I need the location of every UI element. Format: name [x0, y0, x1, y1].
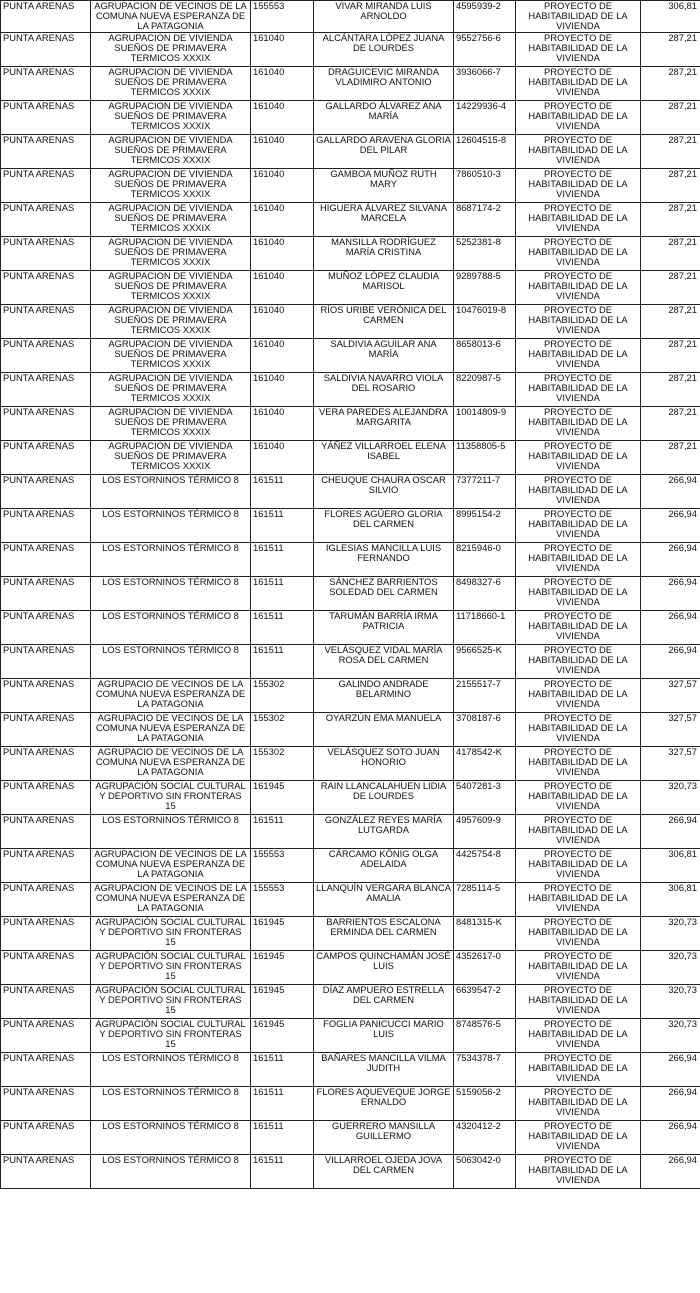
- beneficiary-name-cell: ALCÁNTARA LÓPEZ JUANA DE LOURDES: [314, 32, 454, 66]
- group-name-cell: AGRUPACION DE VIVIENDA SUEÑOS DE PRIMAVERA TERMICOS XXXIX: [91, 202, 251, 236]
- table-row: [1, 1120, 700, 1154]
- code-cell: 161945: [251, 1018, 314, 1052]
- project-type-cell: PROYECTO DE HABITABILIDAD DE LA VIVIENDA: [516, 644, 641, 678]
- beneficiary-name-cell: GALINDO ANDRADE BELARMINO: [314, 678, 454, 712]
- rut-cell: 2155517-7: [454, 678, 516, 712]
- rut-cell: 4320412-2: [454, 1120, 516, 1154]
- group-name-cell: AGRUPACIO DE VECINOS DE LA COMUNA NUEVA ESPERANZA DE LA PATAGONIA: [91, 678, 251, 712]
- beneficiary-name-cell: CAMPOS QUINCHAMÁN JOSÉ LUIS: [314, 950, 454, 984]
- project-type-cell: PROYECTO DE HABITABILIDAD DE LA VIVIENDA: [516, 372, 641, 406]
- project-type-cell: PROYECTO DE HABITABILIDAD DE LA VIVIENDA: [516, 202, 641, 236]
- code-cell: 155302: [251, 746, 314, 780]
- commune-cell: PUNTA ARENAS: [1, 100, 91, 134]
- project-type-cell: PROYECTO DE HABITABILIDAD DE LA VIVIENDA: [516, 236, 641, 270]
- commune-cell: PUNTA ARENAS: [1, 202, 91, 236]
- amount-cell: 287,21: [641, 66, 700, 100]
- table-body: [1, 1, 700, 1189]
- amount-cell: 287,21: [641, 372, 700, 406]
- code-cell: 155302: [251, 678, 314, 712]
- project-type-cell: PROYECTO DE HABITABILIDAD DE LA VIVIENDA: [516, 338, 641, 372]
- rut-cell: 4425754-8: [454, 848, 516, 882]
- group-name-cell: LOS ESTORNINOS TÉRMICO 8: [91, 542, 251, 576]
- amount-cell: 287,21: [641, 168, 700, 202]
- amount-cell: 266,94: [641, 1154, 700, 1188]
- beneficiary-name-cell: BARRIENTOS ESCALONA ERMINDA DEL CARMEN: [314, 916, 454, 950]
- project-type-cell: PROYECTO DE HABITABILIDAD DE LA VIVIENDA: [516, 814, 641, 848]
- table-row: [1, 66, 700, 100]
- code-cell: 161511: [251, 644, 314, 678]
- commune-cell: PUNTA ARENAS: [1, 644, 91, 678]
- code-cell: 161040: [251, 338, 314, 372]
- table-row: [1, 848, 700, 882]
- amount-cell: 287,21: [641, 406, 700, 440]
- rut-cell: 5063042-0: [454, 1154, 516, 1188]
- project-type-cell: PROYECTO DE HABITABILIDAD DE LA VIVIENDA: [516, 1, 641, 33]
- amount-cell: 266,94: [641, 644, 700, 678]
- project-type-cell: PROYECTO DE HABITABILIDAD DE LA VIVIENDA: [516, 984, 641, 1018]
- rut-cell: 4595939-2: [454, 1, 516, 33]
- amount-cell: 287,21: [641, 440, 700, 474]
- project-type-cell: PROYECTO DE HABITABILIDAD DE LA VIVIENDA: [516, 406, 641, 440]
- rut-cell: 11358805-5: [454, 440, 516, 474]
- commune-cell: PUNTA ARENAS: [1, 984, 91, 1018]
- group-name-cell: AGRUPACIÓN SOCIAL CULTURAL Y DEPORTIVO SIN FRONTERAS 15: [91, 984, 251, 1018]
- code-cell: 161040: [251, 100, 314, 134]
- group-name-cell: AGRUPACION DE VECINOS DE LA COMUNA NUEVA ESPERANZA DE LA PATAGONIA: [91, 848, 251, 882]
- commune-cell: PUNTA ARENAS: [1, 576, 91, 610]
- commune-cell: PUNTA ARENAS: [1, 406, 91, 440]
- commune-cell: PUNTA ARENAS: [1, 508, 91, 542]
- rut-cell: 12604515-8: [454, 134, 516, 168]
- code-cell: 161945: [251, 950, 314, 984]
- commune-cell: PUNTA ARENAS: [1, 610, 91, 644]
- beneficiary-name-cell: SÁNCHEZ BARRIENTOS SOLEDAD DEL CARMEN: [314, 576, 454, 610]
- amount-cell: 320,73: [641, 984, 700, 1018]
- beneficiary-name-cell: MANSILLA RODRÍGUEZ MARÍA CRISTINA: [314, 236, 454, 270]
- table-row: [1, 678, 700, 712]
- table-row: [1, 440, 700, 474]
- group-name-cell: LOS ESTORNINOS TÉRMICO 8: [91, 644, 251, 678]
- code-cell: 161040: [251, 440, 314, 474]
- rut-cell: 3936066-7: [454, 66, 516, 100]
- amount-cell: 287,21: [641, 304, 700, 338]
- table-row: [1, 1, 700, 33]
- group-name-cell: AGRUPACION DE VIVIENDA SUEÑOS DE PRIMAVERA TERMICOS XXXIX: [91, 338, 251, 372]
- project-type-cell: PROYECTO DE HABITABILIDAD DE LA VIVIENDA: [516, 780, 641, 814]
- rut-cell: 4352617-0: [454, 950, 516, 984]
- beneficiary-name-cell: GONZÁLEZ REYES MARÍA LUTGARDA: [314, 814, 454, 848]
- rut-cell: 6639547-2: [454, 984, 516, 1018]
- project-type-cell: PROYECTO DE HABITABILIDAD DE LA VIVIENDA: [516, 440, 641, 474]
- code-cell: 161511: [251, 1086, 314, 1120]
- beneficiary-name-cell: YÁÑEZ VILLARROEL ELENA ISABEL: [314, 440, 454, 474]
- rut-cell: 8687174-2: [454, 202, 516, 236]
- table-row: [1, 916, 700, 950]
- commune-cell: PUNTA ARENAS: [1, 1154, 91, 1188]
- amount-cell: 320,73: [641, 950, 700, 984]
- rut-cell: 9552756-6: [454, 32, 516, 66]
- amount-cell: 266,94: [641, 610, 700, 644]
- project-type-cell: PROYECTO DE HABITABILIDAD DE LA VIVIENDA: [516, 848, 641, 882]
- rut-cell: 8498327-6: [454, 576, 516, 610]
- beneficiary-name-cell: BAÑARES MANCILLA VILMA JUDITH: [314, 1052, 454, 1086]
- group-name-cell: AGRUPACIÓN SOCIAL CULTURAL Y DEPORTIVO SIN FRONTERAS 15: [91, 916, 251, 950]
- beneficiary-name-cell: IGLESIAS MANCILLA LUIS FERNANDO: [314, 542, 454, 576]
- commune-cell: PUNTA ARENAS: [1, 304, 91, 338]
- code-cell: 161945: [251, 984, 314, 1018]
- group-name-cell: LOS ESTORNINOS TÉRMICO 8: [91, 576, 251, 610]
- rut-cell: 8995154-2: [454, 508, 516, 542]
- amount-cell: 327,57: [641, 746, 700, 780]
- group-name-cell: AGRUPACIÓN SOCIAL CULTURAL Y DEPORTIVO SIN FRONTERAS 15: [91, 1018, 251, 1052]
- beneficiary-name-cell: FOGLIA PANICUCCI MARIO LUIS: [314, 1018, 454, 1052]
- rut-cell: 7860510-3: [454, 168, 516, 202]
- rut-cell: 10476019-8: [454, 304, 516, 338]
- beneficiary-name-cell: VERA PAREDES ALEJANDRA MARGARITA: [314, 406, 454, 440]
- table-row: [1, 270, 700, 304]
- beneficiary-name-cell: OYARZÚN EMA MANUELA: [314, 712, 454, 746]
- group-name-cell: AGRUPACIO DE VECINOS DE LA COMUNA NUEVA ESPERANZA DE LA PATAGONIA: [91, 746, 251, 780]
- rut-cell: 5252381-8: [454, 236, 516, 270]
- group-name-cell: AGRUPACION DE VIVIENDA SUEÑOS DE PRIMAVERA TERMICOS XXXIX: [91, 406, 251, 440]
- group-name-cell: LOS ESTORNINOS TÉRMICO 8: [91, 1154, 251, 1188]
- table-row: [1, 134, 700, 168]
- code-cell: 161040: [251, 406, 314, 440]
- code-cell: 161511: [251, 1052, 314, 1086]
- commune-cell: PUNTA ARENAS: [1, 236, 91, 270]
- commune-cell: PUNTA ARENAS: [1, 780, 91, 814]
- amount-cell: 266,94: [641, 814, 700, 848]
- amount-cell: 320,73: [641, 916, 700, 950]
- rut-cell: 7534378-7: [454, 1052, 516, 1086]
- project-type-cell: PROYECTO DE HABITABILIDAD DE LA VIVIENDA: [516, 1120, 641, 1154]
- rut-cell: 4178542-K: [454, 746, 516, 780]
- amount-cell: 327,57: [641, 678, 700, 712]
- project-type-cell: PROYECTO DE HABITABILIDAD DE LA VIVIENDA: [516, 576, 641, 610]
- project-type-cell: PROYECTO DE HABITABILIDAD DE LA VIVIENDA: [516, 508, 641, 542]
- beneficiary-name-cell: VILLARROEL OJEDA JOVA DEL CARMEN: [314, 1154, 454, 1188]
- amount-cell: 320,73: [641, 1018, 700, 1052]
- group-name-cell: AGRUPACION DE VIVIENDA SUEÑOS DE PRIMAVERA TERMICOS XXXIX: [91, 304, 251, 338]
- group-name-cell: AGRUPACION DE VIVIENDA SUEÑOS DE PRIMAVERA TERMICOS XXXIX: [91, 168, 251, 202]
- table-row: [1, 542, 700, 576]
- table-row: [1, 746, 700, 780]
- code-cell: 155302: [251, 712, 314, 746]
- amount-cell: 266,94: [641, 474, 700, 508]
- rut-cell: 8215946-0: [454, 542, 516, 576]
- project-type-cell: PROYECTO DE HABITABILIDAD DE LA VIVIENDA: [516, 542, 641, 576]
- group-name-cell: AGRUPACION DE VIVIENDA SUEÑOS DE PRIMAVERA TERMICOS XXXIX: [91, 270, 251, 304]
- amount-cell: 306,81: [641, 848, 700, 882]
- group-name-cell: AGRUPACION DE VIVIENDA SUEÑOS DE PRIMAVERA TERMICOS XXXIX: [91, 440, 251, 474]
- beneficiary-name-cell: VELÁSQUEZ VIDAL MARÍA ROSA DEL CARMEN: [314, 644, 454, 678]
- project-type-cell: PROYECTO DE HABITABILIDAD DE LA VIVIENDA: [516, 746, 641, 780]
- group-name-cell: LOS ESTORNINOS TÉRMICO 8: [91, 1086, 251, 1120]
- group-name-cell: LOS ESTORNINOS TÉRMICO 8: [91, 1120, 251, 1154]
- amount-cell: 287,21: [641, 100, 700, 134]
- beneficiary-name-cell: VELÁSQUEZ SOTO JUAN HONORIO: [314, 746, 454, 780]
- code-cell: 161040: [251, 270, 314, 304]
- group-name-cell: AGRUPACIÓN SOCIAL CULTURAL Y DEPORTIVO SIN FRONTERAS 15: [91, 780, 251, 814]
- code-cell: 161511: [251, 1154, 314, 1188]
- code-cell: 161040: [251, 32, 314, 66]
- rut-cell: 10014809-9: [454, 406, 516, 440]
- table-row: [1, 338, 700, 372]
- commune-cell: PUNTA ARENAS: [1, 1120, 91, 1154]
- project-type-cell: PROYECTO DE HABITABILIDAD DE LA VIVIENDA: [516, 66, 641, 100]
- beneficiary-name-cell: GALLARDO ÁLVAREZ ANA MARÍA: [314, 100, 454, 134]
- rut-cell: 8481315-K: [454, 916, 516, 950]
- amount-cell: 327,57: [641, 712, 700, 746]
- table-row: [1, 712, 700, 746]
- rut-cell: 8748576-5: [454, 1018, 516, 1052]
- commune-cell: PUNTA ARENAS: [1, 1, 91, 33]
- code-cell: 161040: [251, 134, 314, 168]
- table-row: [1, 304, 700, 338]
- amount-cell: 306,81: [641, 1, 700, 33]
- rut-cell: 11718660-1: [454, 610, 516, 644]
- table-row: [1, 576, 700, 610]
- commune-cell: PUNTA ARENAS: [1, 338, 91, 372]
- project-type-cell: PROYECTO DE HABITABILIDAD DE LA VIVIENDA: [516, 882, 641, 916]
- code-cell: 161945: [251, 780, 314, 814]
- project-type-cell: PROYECTO DE HABITABILIDAD DE LA VIVIENDA: [516, 678, 641, 712]
- project-type-cell: PROYECTO DE HABITABILIDAD DE LA VIVIENDA: [516, 134, 641, 168]
- table-row: [1, 610, 700, 644]
- commune-cell: PUNTA ARENAS: [1, 746, 91, 780]
- project-type-cell: PROYECTO DE HABITABILIDAD DE LA VIVIENDA: [516, 1154, 641, 1188]
- table-row: [1, 1052, 700, 1086]
- rut-cell: 7285114-5: [454, 882, 516, 916]
- code-cell: 161040: [251, 372, 314, 406]
- amount-cell: 266,94: [641, 1086, 700, 1120]
- code-cell: 161511: [251, 814, 314, 848]
- beneficiary-name-cell: GAMBOA MUÑOZ RUTH MARY: [314, 168, 454, 202]
- rut-cell: 8658013-6: [454, 338, 516, 372]
- beneficiary-name-cell: CHEUQUE CHAURA OSCAR SILVIO: [314, 474, 454, 508]
- beneficiary-name-cell: GALLARDO ARAVENA GLORIA DEL PILAR: [314, 134, 454, 168]
- project-type-cell: PROYECTO DE HABITABILIDAD DE LA VIVIENDA: [516, 168, 641, 202]
- project-type-cell: PROYECTO DE HABITABILIDAD DE LA VIVIENDA: [516, 32, 641, 66]
- table-row: [1, 100, 700, 134]
- beneficiary-name-cell: MUÑOZ LÓPEZ CLAUDIA MARISOL: [314, 270, 454, 304]
- group-name-cell: AGRUPACION DE VIVIENDA SUEÑOS DE PRIMAVERA TERMICOS XXXIX: [91, 32, 251, 66]
- project-type-cell: PROYECTO DE HABITABILIDAD DE LA VIVIENDA: [516, 1086, 641, 1120]
- beneficiary-name-cell: LLANQUÍN VERGARA BLANCA AMALIA: [314, 882, 454, 916]
- table-row: [1, 984, 700, 1018]
- commune-cell: PUNTA ARENAS: [1, 1052, 91, 1086]
- project-type-cell: PROYECTO DE HABITABILIDAD DE LA VIVIENDA: [516, 610, 641, 644]
- beneficiary-name-cell: RAIN LLANCALAHUEN LIDIA DE LOURDES: [314, 780, 454, 814]
- amount-cell: 266,94: [641, 508, 700, 542]
- amount-cell: 266,94: [641, 1052, 700, 1086]
- code-cell: 161945: [251, 916, 314, 950]
- group-name-cell: LOS ESTORNINOS TÉRMICO 8: [91, 508, 251, 542]
- project-type-cell: PROYECTO DE HABITABILIDAD DE LA VIVIENDA: [516, 916, 641, 950]
- amount-cell: 320,73: [641, 780, 700, 814]
- table-row: [1, 950, 700, 984]
- table-row: [1, 1018, 700, 1052]
- commune-cell: PUNTA ARENAS: [1, 66, 91, 100]
- code-cell: 161511: [251, 576, 314, 610]
- beneficiary-name-cell: DRAGUICEVIC MIRANDA VLADIMIRO ANTONIO: [314, 66, 454, 100]
- beneficiary-name-cell: SALDIVIA NAVARRO VIOLA DEL ROSARIO: [314, 372, 454, 406]
- amount-cell: 287,21: [641, 270, 700, 304]
- rut-cell: 5407281-3: [454, 780, 516, 814]
- rut-cell: 14229936-4: [454, 100, 516, 134]
- amount-cell: 266,94: [641, 542, 700, 576]
- group-name-cell: AGRUPACION DE VIVIENDA SUEÑOS DE PRIMAVERA TERMICOS XXXIX: [91, 100, 251, 134]
- project-type-cell: PROYECTO DE HABITABILIDAD DE LA VIVIENDA: [516, 100, 641, 134]
- commune-cell: PUNTA ARENAS: [1, 440, 91, 474]
- table-row: [1, 508, 700, 542]
- code-cell: 161511: [251, 610, 314, 644]
- amount-cell: 266,94: [641, 1120, 700, 1154]
- commune-cell: PUNTA ARENAS: [1, 474, 91, 508]
- group-name-cell: LOS ESTORNINOS TÉRMICO 8: [91, 610, 251, 644]
- code-cell: 161511: [251, 1120, 314, 1154]
- table-row: [1, 372, 700, 406]
- project-type-cell: PROYECTO DE HABITABILIDAD DE LA VIVIENDA: [516, 1052, 641, 1086]
- table-row: [1, 406, 700, 440]
- group-name-cell: LOS ESTORNINOS TÉRMICO 8: [91, 814, 251, 848]
- table-row: [1, 882, 700, 916]
- project-type-cell: PROYECTO DE HABITABILIDAD DE LA VIVIENDA: [516, 304, 641, 338]
- beneficiary-name-cell: HIGUERA ÁLVAREZ SILVANA MARCELA: [314, 202, 454, 236]
- project-type-cell: PROYECTO DE HABITABILIDAD DE LA VIVIENDA: [516, 474, 641, 508]
- commune-cell: PUNTA ARENAS: [1, 1086, 91, 1120]
- group-name-cell: AGRUPACION DE VIVIENDA SUEÑOS DE PRIMAVERA TERMICOS XXXIX: [91, 236, 251, 270]
- project-type-cell: PROYECTO DE HABITABILIDAD DE LA VIVIENDA: [516, 1018, 641, 1052]
- project-type-cell: PROYECTO DE HABITABILIDAD DE LA VIVIENDA: [516, 270, 641, 304]
- group-name-cell: AGRUPACION DE VIVIENDA SUEÑOS DE PRIMAVERA TERMICOS XXXIX: [91, 134, 251, 168]
- commune-cell: PUNTA ARENAS: [1, 270, 91, 304]
- amount-cell: 306,81: [641, 882, 700, 916]
- amount-cell: 287,21: [641, 134, 700, 168]
- amount-cell: 287,21: [641, 338, 700, 372]
- code-cell: 161511: [251, 474, 314, 508]
- commune-cell: PUNTA ARENAS: [1, 678, 91, 712]
- beneficiary-name-cell: SALDIVIA AGUILAR ANA MARÍA: [314, 338, 454, 372]
- group-name-cell: LOS ESTORNINOS TÉRMICO 8: [91, 474, 251, 508]
- table-row: [1, 814, 700, 848]
- group-name-cell: AGRUPACIÓN SOCIAL CULTURAL Y DEPORTIVO SIN FRONTERAS 15: [91, 950, 251, 984]
- commune-cell: PUNTA ARENAS: [1, 168, 91, 202]
- commune-cell: PUNTA ARENAS: [1, 1018, 91, 1052]
- beneficiary-name-cell: FLORES AGÜERO GLORIA DEL CARMEN: [314, 508, 454, 542]
- commune-cell: PUNTA ARENAS: [1, 134, 91, 168]
- code-cell: 161040: [251, 304, 314, 338]
- rut-cell: 9566525-K: [454, 644, 516, 678]
- table-row: [1, 474, 700, 508]
- group-name-cell: AGRUPACION DE VECINOS DE LA COMUNA NUEVA ESPERANZA DE LA PATAGONIA: [91, 882, 251, 916]
- table-row: [1, 1154, 700, 1188]
- group-name-cell: AGRUPACION DE VECINOS DE LA COMUNA NUEVA ESPERANZA DE LA PATAGONIA: [91, 1, 251, 33]
- commune-cell: PUNTA ARENAS: [1, 712, 91, 746]
- rut-cell: 4957609-9: [454, 814, 516, 848]
- commune-cell: PUNTA ARENAS: [1, 882, 91, 916]
- commune-cell: PUNTA ARENAS: [1, 542, 91, 576]
- code-cell: 161511: [251, 542, 314, 576]
- beneficiary-name-cell: VIVAR MIRANDA LUIS ARNOLDO: [314, 1, 454, 33]
- table-row: [1, 780, 700, 814]
- commune-cell: PUNTA ARENAS: [1, 950, 91, 984]
- beneficiary-name-cell: CÁRCAMO KÖNIG OLGA ADELAIDA: [314, 848, 454, 882]
- code-cell: 161040: [251, 66, 314, 100]
- project-type-cell: PROYECTO DE HABITABILIDAD DE LA VIVIENDA: [516, 712, 641, 746]
- code-cell: 155553: [251, 848, 314, 882]
- rut-cell: 9289788-5: [454, 270, 516, 304]
- group-name-cell: AGRUPACION DE VIVIENDA SUEÑOS DE PRIMAVERA TERMICOS XXXIX: [91, 372, 251, 406]
- beneficiary-name-cell: FLORES AQUEVEQUE JORGE ERNALDO: [314, 1086, 454, 1120]
- table-row: [1, 644, 700, 678]
- commune-cell: PUNTA ARENAS: [1, 32, 91, 66]
- commune-cell: PUNTA ARENAS: [1, 916, 91, 950]
- group-name-cell: AGRUPACION DE VIVIENDA SUEÑOS DE PRIMAVERA TERMICOS XXXIX: [91, 66, 251, 100]
- commune-cell: PUNTA ARENAS: [1, 848, 91, 882]
- beneficiary-name-cell: RÍOS URIBE VERÓNICA DEL CARMEN: [314, 304, 454, 338]
- group-name-cell: LOS ESTORNINOS TÉRMICO 8: [91, 1052, 251, 1086]
- amount-cell: 266,94: [641, 576, 700, 610]
- table-row: [1, 236, 700, 270]
- code-cell: 155553: [251, 1, 314, 33]
- rut-cell: 8220987-5: [454, 372, 516, 406]
- rut-cell: 3708187-6: [454, 712, 516, 746]
- code-cell: 161040: [251, 168, 314, 202]
- code-cell: 155553: [251, 882, 314, 916]
- rut-cell: 7377211-7: [454, 474, 516, 508]
- amount-cell: 287,21: [641, 236, 700, 270]
- amount-cell: 287,21: [641, 202, 700, 236]
- commune-cell: PUNTA ARENAS: [1, 372, 91, 406]
- code-cell: 161040: [251, 202, 314, 236]
- commune-cell: PUNTA ARENAS: [1, 814, 91, 848]
- table-row: [1, 202, 700, 236]
- group-name-cell: AGRUPACIO DE VECINOS DE LA COMUNA NUEVA ESPERANZA DE LA PATAGONIA: [91, 712, 251, 746]
- beneficiary-name-cell: DÍAZ AMPUERO ESTRELLA DEL CARMEN: [314, 984, 454, 1018]
- project-type-cell: PROYECTO DE HABITABILIDAD DE LA VIVIENDA: [516, 950, 641, 984]
- rut-cell: 5159056-2: [454, 1086, 516, 1120]
- amount-cell: 287,21: [641, 32, 700, 66]
- code-cell: 161511: [251, 508, 314, 542]
- code-cell: 161040: [251, 236, 314, 270]
- table-row: [1, 1086, 700, 1120]
- beneficiary-name-cell: TARUMÁN BARRÍA IRMA PATRICIA: [314, 610, 454, 644]
- beneficiary-name-cell: GUERRERO MANSILLA GUILLERMO: [314, 1120, 454, 1154]
- table-row: [1, 168, 700, 202]
- table-row: [1, 32, 700, 66]
